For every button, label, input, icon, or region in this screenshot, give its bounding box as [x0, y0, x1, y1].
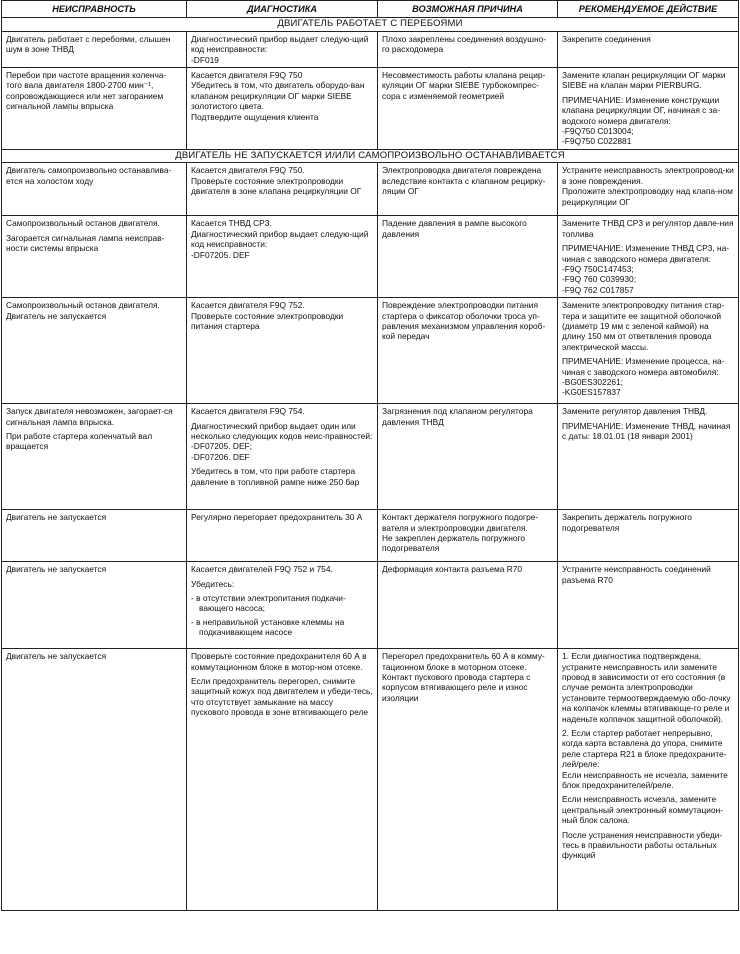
cell-paragraph: Регулярно перегорает предохранитель 30 А	[191, 512, 363, 523]
cell-paragraph: Проверьте состояние предохранителя 60 А в коммутационном блоке в мотор-ном отсеке.	[191, 651, 367, 672]
table-row	[2, 216, 739, 298]
fault-cell	[2, 31, 187, 67]
cell-paragraph: Самопроизвольный останов двигателя. Двигатель не запускается	[6, 300, 160, 321]
cell-paragraph: Касается двигателя F9Q 754.	[191, 406, 305, 417]
section-title: ДВИГАТЕЛЬ НЕ ЗАПУСКАЕТСЯ И/ИЛИ САМОПРОИЗВОЛЬНО ОСТАНАВЛИВАЕТСЯ	[2, 149, 739, 162]
action-cell	[558, 404, 739, 510]
fault-cell	[2, 649, 187, 911]
cell-paragraph: Закрепить держатель погружного подогревателя	[562, 512, 692, 533]
cell-paragraph: 2. Если стартер работает непрерывно, когда карта вставлена до упора, снимите реле стартера R21 в блоке предохраните-лей/реле: Если неисправность не исчезла, замените блок предохранителей/реле.	[562, 727, 728, 790]
header-cause: ВОЗМОЖНАЯ ПРИЧИНА	[378, 1, 558, 18]
table-row	[2, 562, 739, 649]
cell-paragraph: Устраните неисправность электропровод-ки в зоне повреждения. Проложите электропроводку над клапа-ном рециркуляции ОГ	[562, 165, 734, 207]
diagnostics-cell	[187, 216, 378, 298]
cell-paragraph: Замените регулятор давления ТНВД.	[562, 406, 708, 417]
cell-paragraph: Диагностический прибор выдает следую-щий код неисправности: -DF019	[191, 33, 369, 65]
cell-paragraph: Перегорел предохранитель 60 А в комму-тационном блоке в моторном отсеке. Контакт пускового провода стартера с корпусом втягивающего реле и износ изоляции	[382, 651, 545, 703]
cell-paragraph: Плохо закреплены соединения воздушно-го расходомера	[382, 33, 547, 55]
fault-cell	[2, 68, 187, 150]
action-cell	[558, 163, 739, 216]
list-item: - в неправильной установке клеммы на подкачивающем насосе	[191, 616, 345, 638]
cause-cell	[378, 562, 558, 649]
cell-paragraph: Если предохранитель перегорел, снимите защитный кожух под двигателем и убеди-тесь, что отсутствует замыкание на массу пускового провода в зоне втягивающего реле	[191, 675, 373, 718]
cell-paragraph: Электропроводка двигателя повреждена вследствие контакта с клапаном рецирку-ляции ОГ	[382, 165, 546, 197]
cause-cell	[378, 510, 558, 562]
header-action: РЕКОМЕНДУЕМОЕ ДЕЙСТВИЕ	[558, 1, 739, 18]
cell-paragraph: Касается двигателя F9Q 750 Убедитесь в том, что двигатель оборудо-ван клапаном рециркуляции ОГ марки SIEBE золотистого цвета. Подтвердите ощущения клиента	[191, 70, 365, 122]
cell-paragraph: Замените ТНВД CP3 и регулятор давле-ния топлива	[562, 218, 734, 239]
action-cell	[558, 510, 739, 562]
cell-paragraph: 1. Если диагностика подтверждена, устраните неисправность или замените провод в зависимости от его состояния (в случае ремонта электропроводки установите термоотверждаемую обо-лочку на колпачок клеммы втягивающе-го реле и наденьте колпачок защитной оболочкой).	[562, 651, 731, 724]
cell-paragraph: Касается двигателя F9Q 750. Проверьте состояние электропроводки двигателя в зоне клапана рециркуляции ОГ	[191, 165, 362, 197]
cell-paragraph: Касается двигателя F9Q 752. Проверьте состояние электропроводки питания стартера	[191, 300, 344, 331]
table-row	[2, 510, 739, 562]
cell-paragraph: Падение давления в рампе высокого давления	[382, 218, 527, 239]
table-row	[2, 298, 739, 404]
cell-paragraph: Загорается сигнальная лампа неисправ-ности системы впрыска	[6, 232, 165, 254]
cell-paragraph: Контакт держателя погружного подогре-вателя и электропроводки двигателя. Не закреплен держатель погружного подогревателя	[382, 512, 539, 554]
cell-paragraph: Убедитесь:	[191, 578, 235, 589]
cause-cell	[378, 649, 558, 911]
cell-paragraph: Замените электропроводку питания стар-тера и защитите ее защитной оболочкой (диаметр 19 мм с зеленой каймой) на длину 150 мм от ответвления провода электрической массы.	[562, 300, 725, 352]
action-cell	[558, 68, 739, 150]
cell-paragraph: Перебои при частоте вращения коленча-того вала двигателя 1800-2700 мин⁻¹, сопровождающиеся или нет загоранием сигнальной лампы впрыска	[6, 70, 167, 112]
action-cell	[558, 216, 739, 298]
cell-paragraph: Двигатель самопроизвольно останавлива-ется на холостом ходу	[6, 165, 172, 186]
table-row	[2, 163, 739, 216]
cell-paragraph: Если неисправность исчезла, замените центральный электронный коммутацион-ный блок салона.	[562, 794, 724, 826]
cell-paragraph: Убедитесь в том, что при работе стартера давление в топливной рампе ниже 250 бар	[191, 466, 360, 487]
cell-paragraph: Двигатель не запускается	[6, 512, 107, 523]
action-cell	[558, 31, 739, 67]
cell-paragraph: Двигатель не запускается	[6, 651, 107, 662]
section-title: ДВИГАТЕЛЬ РАБОТАЕТ С ПЕРЕБОЯМИ	[2, 18, 739, 31]
cause-cell	[378, 31, 558, 67]
cell-paragraph: Самопроизвольный останов двигателя.	[6, 218, 160, 229]
action-cell	[558, 562, 739, 649]
table-row	[2, 649, 739, 911]
cause-cell	[378, 404, 558, 510]
cell-paragraph: После устранения неисправности убеди-тесь в правильности работы остальных функций	[562, 829, 723, 861]
cell-paragraph: Закрепите соединения	[562, 33, 651, 44]
cell-paragraph: ПРИМЕЧАНИЕ: Изменение конструкции клапана рециркуляции ОГ, начиная с за-водского номера двигателя: -F9Q750 C013004; -F9Q750 C022881	[562, 94, 720, 147]
cell-paragraph: Загрязнения под клапаном регулятора давления ТНВД	[382, 406, 533, 427]
section-row	[2, 149, 739, 162]
cell-paragraph: Двигатель не запускается	[6, 564, 107, 575]
header-diagnostics: ДИАГНОСТИКА	[187, 1, 378, 18]
cell-paragraph: Повреждение электропроводки питания стартера о фиксатор оболочки троса уп-равления механизмом управления короб-кой передач	[382, 300, 546, 342]
header-fault: НЕИСПРАВНОСТЬ	[2, 1, 187, 18]
table-header-row	[2, 1, 739, 18]
cause-cell	[378, 216, 558, 298]
diagnostics-list	[191, 593, 373, 638]
table-body	[2, 18, 739, 911]
table-row	[2, 68, 739, 150]
cell-paragraph: ПРИМЕЧАНИЕ: Изменение процесса, на-чиная с заводского номера автомобиля: -BG0ES302261; -KG0ES157837	[562, 356, 725, 398]
diagnostics-cell	[187, 31, 378, 67]
fault-cell	[2, 562, 187, 649]
table-row	[2, 404, 739, 510]
diagnostics-cell	[187, 163, 378, 216]
cause-cell	[378, 68, 558, 150]
fault-cell	[2, 510, 187, 562]
diagnostics-cell	[187, 298, 378, 404]
cause-cell	[378, 298, 558, 404]
section-row	[2, 18, 739, 31]
action-cell	[558, 298, 739, 404]
list-item: - в отсутствии электропитания подкачи-вающего насоса;	[191, 592, 346, 614]
diagnostics-cell	[187, 68, 378, 150]
cell-paragraph: Диагностический прибор выдает один или несколько следующих кодов неис-правностей: -DF07205. DEF; -DF07206. DEF	[191, 420, 373, 462]
table-row	[2, 31, 739, 67]
action-cell	[558, 649, 739, 911]
cell-paragraph: Запуск двигателя невозможен, загорает-ся сигнальная лампа впрыска.	[6, 406, 173, 427]
diagnostics-cell	[187, 649, 378, 911]
fault-cell	[2, 298, 187, 404]
cell-paragraph: Замените клапан рециркуляции ОГ марки SIEBE на клапан марки PIERBURG.	[562, 70, 726, 91]
fault-cell	[2, 216, 187, 298]
cell-paragraph: Касается ТНВД CP3. Диагностический прибор выдает следую-щий код неисправности: -DF07205. DEF	[191, 218, 369, 260]
cell-paragraph: При работе стартера коленчатый вал вращается	[6, 430, 153, 452]
cell-paragraph: Устраните неисправность соединений разъема R70	[562, 564, 711, 585]
cell-paragraph: Несовместимость работы клапана рецир-куляции ОГ марки SIEBE турбокомпрес-сора с изменяемой геометрией	[382, 70, 546, 101]
diagnostics-cell	[187, 404, 378, 510]
troubleshooting-table	[1, 0, 739, 911]
cell-paragraph: Касается двигателей F9Q 752 и 754.	[191, 564, 333, 575]
cell-paragraph: ПРИМЕЧАНИЕ: Изменение ТНВД CP3, на-чиная с заводского номера двигателя: -F9Q 750C147453; -F9Q 760 C039930; -F9Q 762 C017857	[562, 243, 730, 295]
diagnostics-cell	[187, 510, 378, 562]
cell-paragraph: Двигатель работает с перебоями, слышен шум в зоне ТНВД	[6, 33, 171, 55]
cause-cell	[378, 163, 558, 216]
diagnostics-cell	[187, 562, 378, 649]
cell-paragraph: ПРИМЕЧАНИЕ: Изменение ТНВД, начиная с даты: 18.01.01 (18 января 2001)	[562, 420, 731, 441]
fault-cell	[2, 404, 187, 510]
fault-cell	[2, 163, 187, 216]
cell-paragraph: Деформация контакта разъема R70	[382, 564, 523, 575]
